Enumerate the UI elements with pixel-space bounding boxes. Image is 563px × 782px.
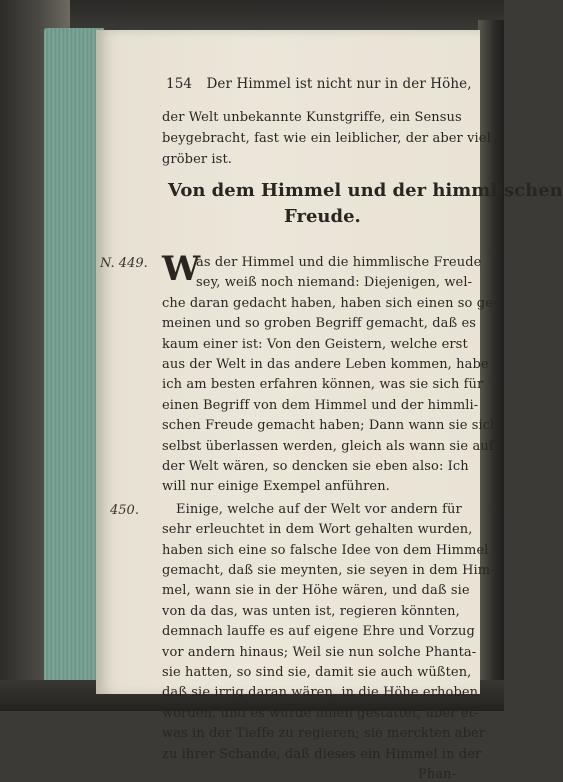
section-heading-line-2: Freude. <box>284 206 361 227</box>
text-line: demnach lauffe es auf eigene Ehre und Vorzug <box>162 624 475 640</box>
intro-line: gröber ist. <box>162 152 233 167</box>
page-number: 154 <box>166 76 193 92</box>
running-header <box>166 76 472 92</box>
running-title: Der Himmel ist nicht nur in der Höhe, <box>206 76 472 92</box>
text-line: der Welt wären, so dencken sie eben also: Ich <box>162 459 469 474</box>
text-line: as der Himmel und die himmlische Freude <box>196 255 482 270</box>
text-line: che daran gedacht haben, haben sich einen so ge- <box>162 295 498 311</box>
text-line: will nur einige Exempel anführen. <box>162 479 390 495</box>
text-line: worden, und es wurde ihnen gestattet, über et- <box>162 705 479 721</box>
catchword: Phan- <box>418 767 457 782</box>
drop-cap: W <box>162 249 201 289</box>
text-line: vor andern hinaus; Weil sie nun solche Phanta- <box>162 644 477 660</box>
text-line: sehr erleuchtet in dem Wort gehalten wurden, <box>162 522 473 538</box>
text-line: mel, wann sie in der Höhe wären, und daß sie <box>162 583 470 599</box>
text-line: selbst überlassen werden, gleich als wann sie auf <box>162 438 494 454</box>
text-line: aus der Welt in das andere Leben kommen, habe <box>162 357 489 372</box>
text-line: was in der Tieffe zu regieren; sie merckten aber <box>162 726 486 742</box>
text-line: schen Freude gemacht haben; Dann wann sie sich <box>162 418 499 434</box>
text-line: ich am besten erfahren können, was sie sich für <box>162 377 484 393</box>
text-line: haben sich eine so falsche Idee von dem Himmel <box>162 542 489 558</box>
page-edges <box>44 28 104 693</box>
text-line: sie hatten, so sind sie, damit sie auch wüßten, <box>162 665 472 680</box>
text-line: Einige, welche auf der Welt vor andern für <box>176 501 462 517</box>
text-line: meinen und so groben Begriff gemacht, daß es <box>162 316 477 332</box>
page-text <box>96 30 563 782</box>
text-line: kaum einer ist: Von den Geistern, welche erst <box>162 336 468 352</box>
text-line: sey, weiß noch niemand: Diejenigen, wel- <box>196 275 473 291</box>
book-page <box>96 30 563 782</box>
text-line: gemacht, daß sie meynten, sie seyen in dem Him- <box>162 563 495 578</box>
text-line: von da das, was unten ist, regieren könnten, <box>162 603 460 619</box>
text-line: einen Begriff von dem Himmel und der himmli- <box>162 397 479 413</box>
intro-line: der Welt unbekannte Kunstgriffe, ein Sensus <box>162 110 462 125</box>
section-heading-line-1: Von dem Himmel und der himmlischen <box>168 180 563 201</box>
paragraph-marker-449: N. 449. <box>100 256 148 271</box>
text-line: zu ihrer Schande, daß dieses ein Himmel in der <box>162 746 482 762</box>
text-line: daß sie irrig daran wären, in die Höhe erhoben <box>162 685 479 701</box>
paragraph-marker-450: 450. <box>110 502 139 518</box>
intro-line: beygebracht, fast wie ein leiblicher, der aber viel <box>162 131 491 146</box>
